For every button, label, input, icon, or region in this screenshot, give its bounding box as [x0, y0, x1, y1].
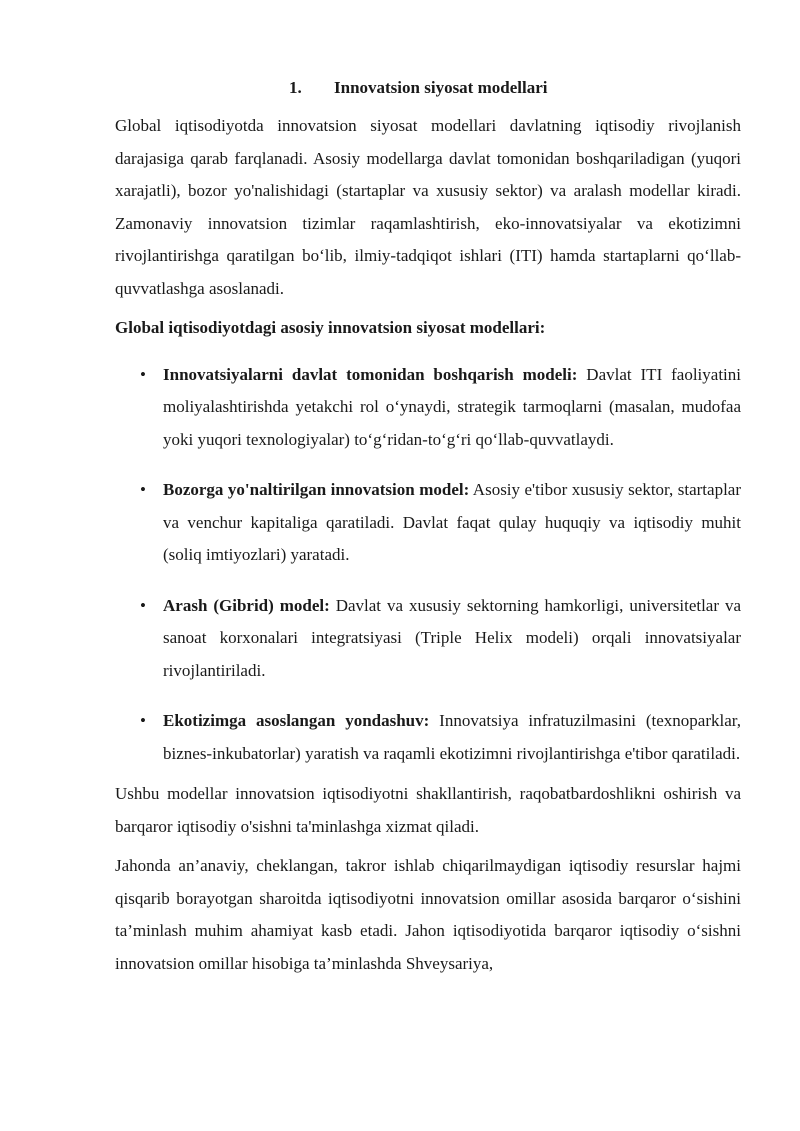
- list-item-text: Asosiy e'tibor xususiy sektor, startaplar va venchur kapitaliga qaratiladi. Davlat faqat qulay huquqiy va iqtisodiy muhit (soliq imtiyozlari) yaratadi.: [163, 480, 741, 564]
- list-item: [115, 359, 741, 457]
- page-content: [115, 72, 741, 980]
- list-item-title: Bozorga yo'naltirilgan innovatsion model:: [163, 480, 470, 499]
- list-item-text: Davlat va xususiy sektorning hamkorligi, universitetlar va sanoat korxonalari integratsiyasi (Triple Helix modeli) orqali innovatsiyalar rivojlantiriladi.: [163, 595, 741, 680]
- section-heading: [115, 72, 741, 104]
- models-list: [115, 359, 741, 771]
- bullet-icon: •: [140, 480, 146, 499]
- list-item: [115, 590, 741, 688]
- section-title: Innovatsion siyosat modellari: [334, 78, 548, 97]
- list-item: [115, 474, 741, 572]
- closing-paragraph: Jahonda an’anaviy, cheklangan, takror ishlab chiqarilmaydigan iqtisodiy resurslar hajmi qisqarib borayotgan sharoitda iqtisodiyotni innovatsion omillar asosida barqaror oʻsishini ta’minlash muhim ahamiyat kasb etadi. Jahon iqtisodiyotida barqaror iqtisodiy oʻsishni innovatsion omillar hisobiga ta’minlashda Shveysariya,: [115, 856, 741, 973]
- summary-paragraph: Ushbu modellar innovatsion iqtisodiyotni shakllantirish, raqobatbardoshlikni oshirish va barqaror iqtisodiy o'sishni ta'minlashga xizmat qiladi.: [115, 784, 741, 836]
- section-number: 1.: [289, 78, 302, 97]
- list-item-title: Innovatsiyalarni davlat tomonidan boshqarish modeli:: [163, 364, 578, 384]
- list-item-title: Ekotizimga asoslangan yondashuv:: [163, 711, 430, 730]
- models-subheading: Global iqtisodiyotdagi asosiy innovatsion siyosat modellari:: [115, 318, 546, 337]
- bullet-icon: •: [140, 711, 146, 730]
- intro-paragraph: Global iqtisodiyotda innovatsion siyosat modellari davlatning iqtisodiy rivojlanish darajasiga qarab farqlanadi. Asosiy modellarga davlat tomonidan boshqariladigan (yuqori xarajatli), bozor yo'nalishidagi (startaplar va xususiy sektor) va aralash modellar kiradi. Zamonaviy innovatsion tizimlar raqamlashtirish, eko-innovatsiyalar va ekotizimni rivojlantirishga qaratilgan boʻlib, ilmiy-tadqiqot ishlari (ITI) hamda startaplarni qoʻllab-quvvatlashga asoslanadi.: [115, 116, 741, 298]
- bullet-icon: •: [140, 364, 146, 384]
- list-item-text: Davlat ITI faoliyatini moliyalashtirishda yetakchi rol oʻynaydi, strategik tarmoqlarni (masalan, mudofaa yoki yuqori texnologiyalar) toʻgʻridan-toʻgʻri qoʻllab-quvvatlaydi.: [163, 364, 741, 449]
- bullet-icon: •: [140, 595, 146, 615]
- list-item: [115, 705, 741, 770]
- list-item-title: Arash (Gibrid) model:: [163, 595, 330, 615]
- list-item-text: Innovatsiya infratuzilmasini (texnoparklar, biznes-inkubatorlar) yaratish va raqamli ekotizimni rivojlantirishga e'tibor qaratiladi.: [163, 711, 741, 763]
